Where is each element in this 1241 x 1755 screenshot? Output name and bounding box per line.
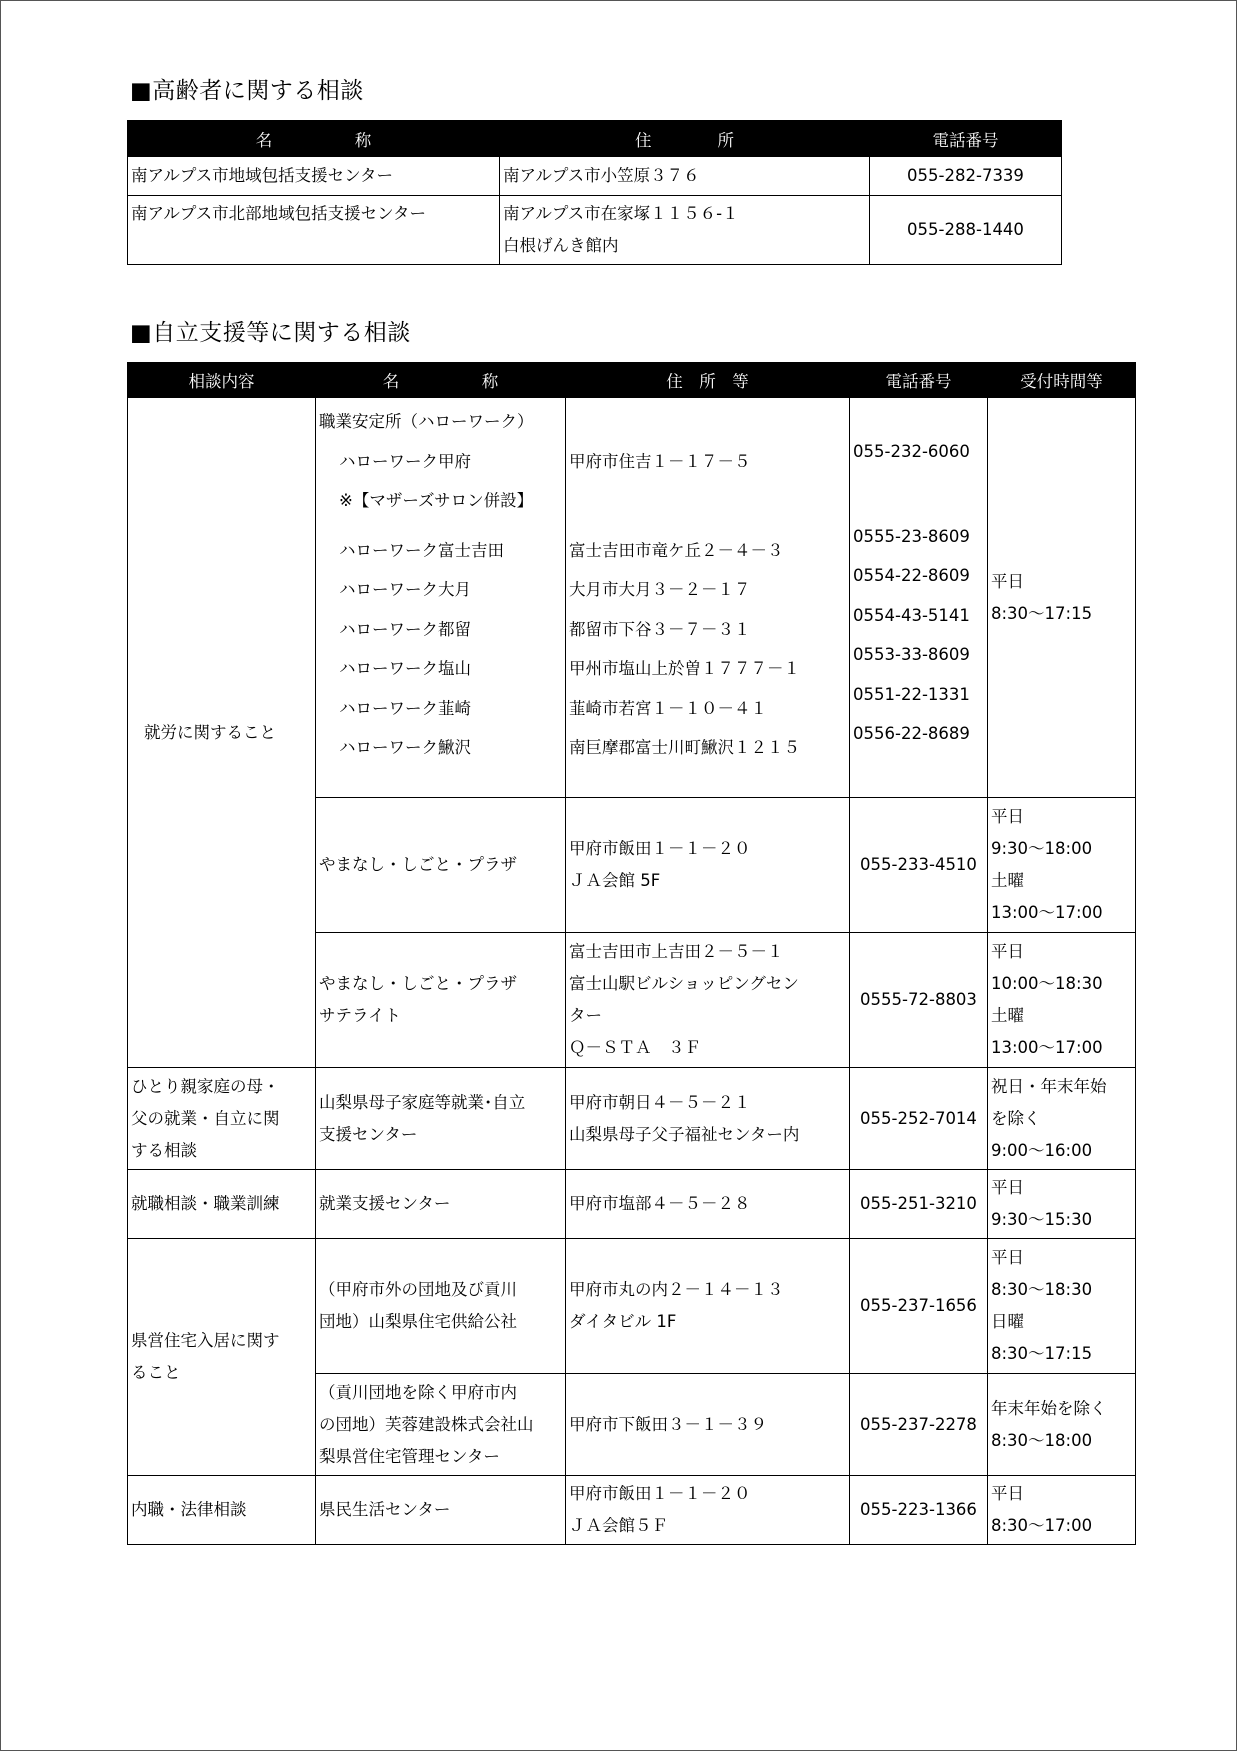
single-parent-phone: 055-252-7014 [850,1068,988,1170]
hours-line: 祝日・年末年始 [991,1076,1107,1096]
hellowork-office-address: 甲州市塩山上於曽１７７７－１ [569,659,800,678]
satellite-hours [988,933,1136,1068]
hours-line: 土曜 [991,1006,1024,1025]
category-line: する相談 [131,1140,197,1160]
hours-line: 平日 [991,1484,1024,1503]
org-name: 南アルプス市地域包括支援センター [128,157,500,196]
job-training-name: 就業支援センター [316,1170,566,1239]
housing-supply-name [316,1239,566,1374]
hellowork-office-name: ハローワーク鰍沢 [339,738,471,757]
address-line: ＪＡ会館５Ｆ [569,1516,668,1535]
table-row [128,1170,1136,1239]
table-row [128,1476,1136,1545]
elderly-table [127,120,1062,265]
address-line: 富士山駅ビルショッピングセン [569,974,799,993]
hellowork-kofu-address: 甲府市住吉１－１７－５ [569,451,751,471]
housing-supply-hours [988,1239,1136,1374]
address-line: 甲府市飯田１－１－２０ [569,839,751,858]
satellite-name [316,933,566,1068]
hellowork-office-name: ハローワーク韮崎 [339,698,471,718]
hours-line: 年末年始を除く [991,1398,1107,1418]
hours-line: 土曜 [991,871,1024,890]
plaza-hours [988,798,1136,933]
address-line: 南アルプス市在家塚１１５６-１ [503,204,739,223]
hellowork-header: 職業安定所（ハローワーク） [319,412,534,431]
address-line: 富士吉田市上吉田２－５－１ [569,942,784,961]
category-single-parent [128,1068,316,1170]
legal-address [566,1476,850,1545]
hours-line: 平日 [991,571,1024,591]
category-employment: 就労に関すること [128,398,316,1068]
address-line: 甲府市丸の内２－１４－１３ [569,1280,784,1299]
housing-supply-address [566,1239,850,1374]
category-line: 父の就業・自立に関 [131,1108,280,1128]
hellowork-kofu-phone: 055-232-6060 [853,441,970,461]
header-name: 名 称 [128,121,500,157]
hellowork-kofu-name: ハローワーク甲府 [339,451,471,471]
address [500,196,870,265]
hours-line: 10:00～18:30 [991,974,1103,993]
job-training-address: 甲府市塩部４－５－２８ [566,1170,850,1239]
hellowork-office-address: 南巨摩郡富士川町鰍沢１２１５ [569,738,800,757]
phone: 055-288-1440 [870,196,1062,265]
address-line: 白根げんき館内 [503,236,619,255]
header-hours: 受付時間等 [988,363,1136,398]
address-line: 南アルプス市小笠原３７６ [503,166,700,185]
hours-line: 9:30～15:30 [991,1210,1093,1229]
address-line: ター [569,1006,602,1025]
hellowork-office-phone: 0553-33-8609 [853,645,970,664]
housing-management-phone: 055-237-2278 [850,1374,988,1476]
hellowork-office-phone: 0555-23-8609 [853,526,970,546]
job-training-phone: 055-251-3210 [850,1170,988,1239]
hellowork-office-phone: 0554-43-5141 [853,605,970,625]
header-category: 相談内容 [128,363,316,398]
category-legal: 内職・法律相談 [128,1476,316,1545]
table-row [128,157,1062,196]
hellowork-office-address: 富士吉田市竜ケ丘２－４－３ [569,540,784,560]
address-line: 甲府市朝日４－５－２１ [569,1092,751,1112]
name-line: の団地）芙蓉建設株式会社山 [319,1414,534,1434]
housing-management-name [316,1374,566,1476]
hellowork-office-name: ハローワーク塩山 [339,659,471,678]
hellowork-office-name: ハローワーク富士吉田 [339,540,504,560]
name-line: 梨県営住宅管理センター [319,1446,500,1466]
phone: 055-282-7339 [870,157,1062,196]
hellowork-names [316,398,566,798]
single-parent-address [566,1068,850,1170]
address-line: ダイタビル 1F [569,1312,677,1331]
category-housing [128,1239,316,1476]
table-row [128,1068,1136,1170]
hellowork-office-address: 韮崎市若宮１－１０－４１ [569,698,767,718]
hellowork-office-phone: 0556-22-8689 [853,724,970,743]
hellowork-hours [988,398,1136,798]
hours-line: 8:30～18:00 [991,1430,1093,1450]
hours-line: 9:30～18:00 [991,839,1093,858]
hours-line: 8:30～17:15 [991,1344,1093,1363]
hours-line: 平日 [991,942,1024,961]
hours-line: 8:30～17:00 [991,1516,1093,1535]
name-line: 支援センター [319,1124,418,1144]
address-line: 甲府市飯田１－１－２０ [569,1484,751,1503]
name-line: 山梨県母子家庭等就業･自立 [319,1092,526,1112]
header-address: 住 所 [500,121,870,157]
single-parent-name [316,1068,566,1170]
hellowork-phones [850,398,988,798]
hours-line: 平日 [991,1248,1024,1267]
table-row [128,1239,1136,1374]
hours-line: 8:30～17:15 [991,603,1093,623]
legal-name: 県民生活センター [316,1476,566,1545]
legal-phone: 055-223-1366 [850,1476,988,1545]
hellowork-office-address: 都留市下谷３－７－３１ [569,619,751,639]
hours-line: 平日 [991,807,1024,826]
org-name: 南アルプス市北部地域包括支援センター [128,196,500,265]
hours-line: 9:00～16:00 [991,1140,1093,1160]
satellite-address [566,933,850,1068]
hellowork-office-phone: 0551-22-1331 [853,684,970,704]
category-job-training: 就職相談・職業訓練 [128,1170,316,1239]
name-line: 団地）山梨県住宅供給公社 [319,1312,517,1331]
job-training-hours [988,1170,1136,1239]
plaza-phone: 055-233-4510 [850,798,988,933]
address-line: ＪＡ会館 5F [569,871,661,890]
satellite-phone: 0555-72-8803 [850,933,988,1068]
housing-supply-phone: 055-237-1656 [850,1239,988,1374]
legal-hours [988,1476,1136,1545]
hellowork-office-name: ハローワーク大月 [339,580,471,599]
independence-table [127,362,1136,1545]
hellowork-office-name: ハローワーク都留 [339,619,471,639]
category-line: ること [131,1363,181,1382]
name-line: やまなし・しごと・プラザ [319,974,517,993]
category-line: 県営住宅入居に関す [131,1331,280,1350]
hellowork-office-phone: 0554-22-8609 [853,566,970,585]
hellowork-kofu-note: ※【マザーズサロン併設】 [339,491,534,510]
table-row [128,398,1136,798]
name-line: （貢川団地を除く甲府市内 [319,1382,517,1402]
hours-line: 13:00～17:00 [991,1038,1103,1057]
name-line: サテライト [319,1006,402,1025]
hours-line: 平日 [991,1178,1024,1197]
header-address: 住 所 等 [566,363,850,398]
hours-line: 8:30～18:30 [991,1280,1093,1299]
hours-line: 日曜 [991,1312,1024,1331]
housing-management-hours [988,1374,1136,1476]
address [500,157,870,196]
table-row [128,196,1062,265]
plaza-name: やまなし・しごと・プラザ [316,798,566,933]
hours-line: 13:00～17:00 [991,903,1103,922]
hellowork-office-address: 大月市大月３－２－１７ [569,580,751,599]
hours-line: を除く [991,1108,1041,1128]
category-line: ひとり親家庭の母・ [131,1076,280,1096]
housing-management-address: 甲府市下飯田３－１－３９ [566,1374,850,1476]
address-line: 山梨県母子父子福祉センター内 [569,1124,800,1144]
name-line: （甲府市外の団地及び貢川 [319,1280,517,1299]
header-phone: 電話番号 [850,363,988,398]
section-title-independence: ■自立支援等に関する相談 [130,320,411,346]
address-line: Ｑ－ＳＴＡ ３Ｆ [569,1038,701,1057]
single-parent-hours [988,1068,1136,1170]
header-phone: 電話番号 [870,121,1062,157]
hellowork-addresses [566,398,850,798]
header-name: 名 称 [316,363,566,398]
plaza-address [566,798,850,933]
section-title-elderly: ■高齢者に関する相談 [130,78,364,104]
